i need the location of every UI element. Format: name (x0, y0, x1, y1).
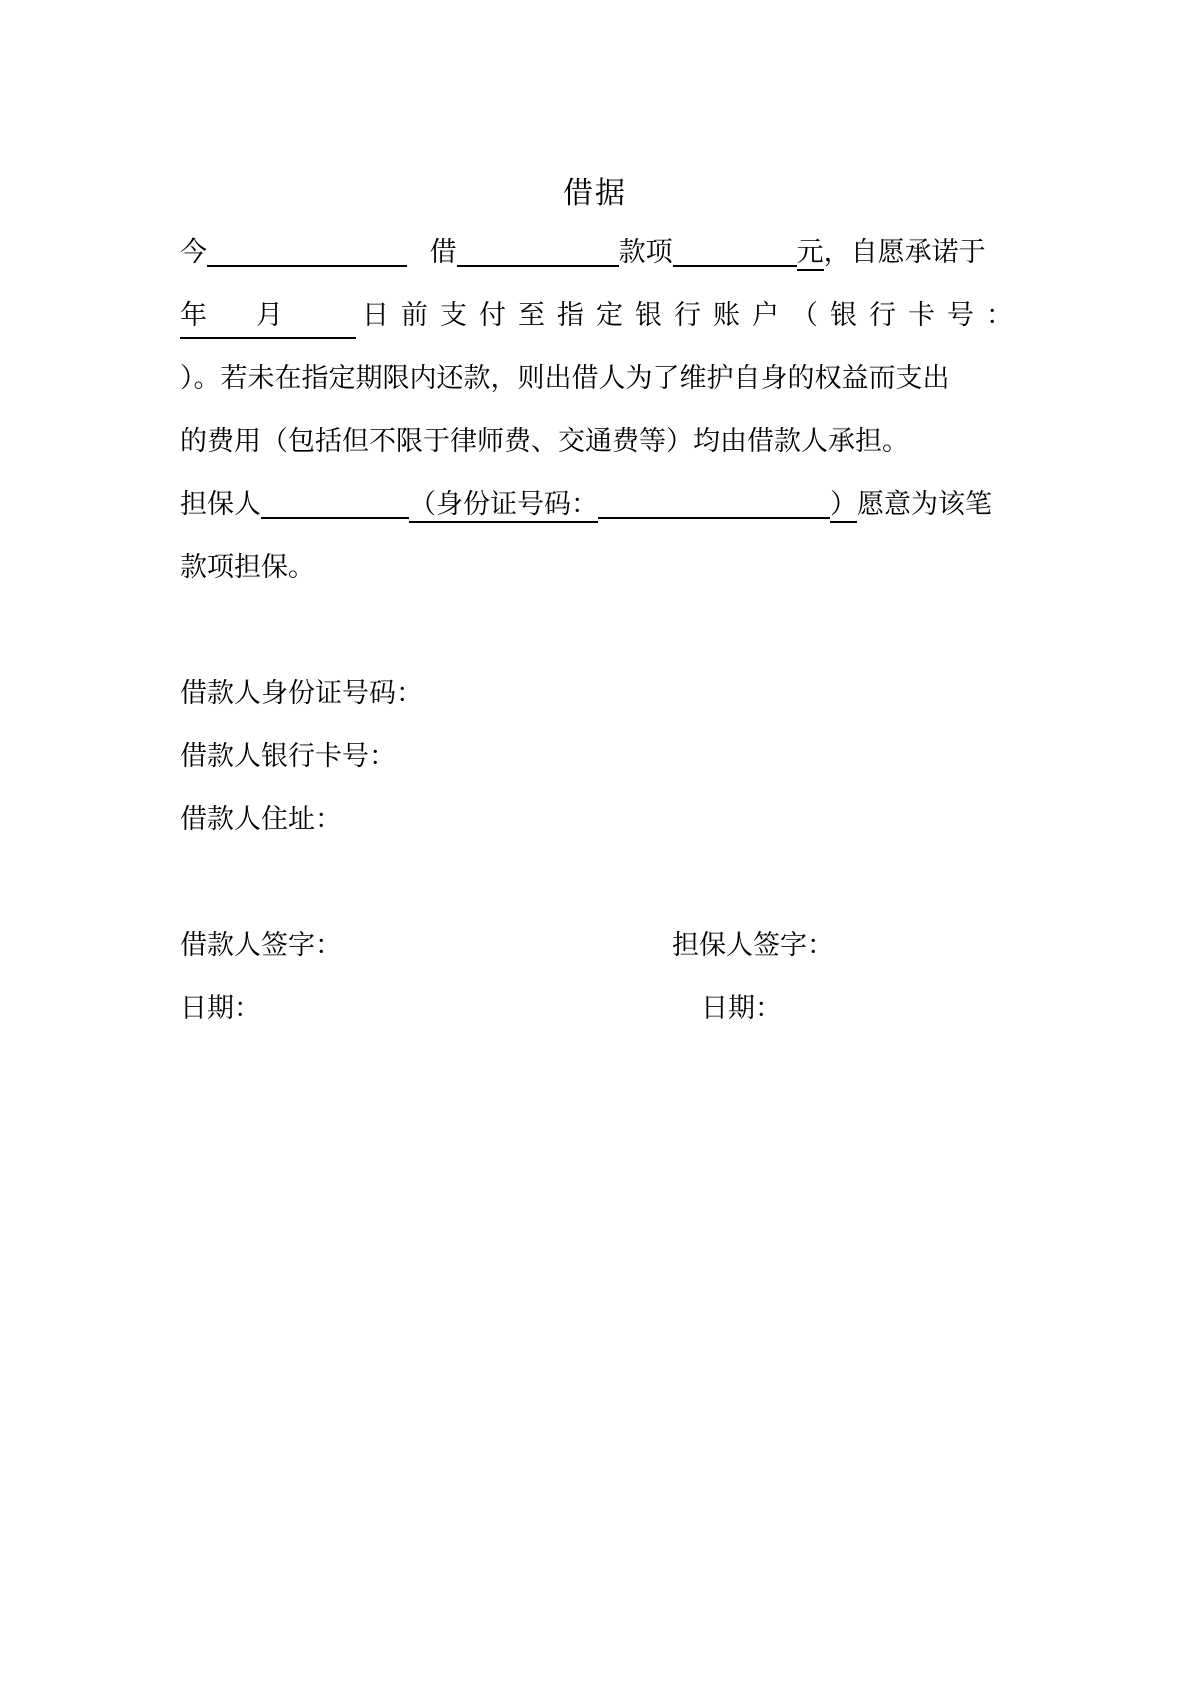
text-jin: 今 (180, 237, 207, 268)
borrower-address-field (180, 800, 1010, 840)
text-willing: 愿意为该笔 (857, 489, 992, 520)
date-row (180, 989, 1010, 1029)
borrower-id-field (180, 674, 1010, 714)
document-title: 借据 (563, 176, 627, 211)
text-default-clause: ）。若未在指定期限内还款，则出借人为了维护自身的权益而支出 (180, 363, 950, 394)
borrower-card-field (180, 737, 1010, 777)
borrower-id-label: 借款人身份证号码： (180, 678, 423, 709)
text-guarantor: 担保人 (180, 489, 261, 520)
amount-blank[interactable] (673, 235, 797, 267)
borrower-name-blank[interactable] (207, 235, 407, 267)
borrower-address-label: 借款人住址： (180, 804, 342, 835)
fees-clause-line (180, 422, 1010, 462)
text-yue: 月 (256, 296, 356, 339)
text-guarantee-end: 款项担保。 (180, 552, 315, 583)
guarantor-id-blank[interactable] (598, 487, 830, 519)
text-close-paren: ） (830, 489, 857, 523)
lender-name-blank[interactable] (457, 235, 619, 267)
default-clause-line (180, 359, 1010, 399)
guarantee-end-line (180, 548, 1010, 588)
loan-amount-line (180, 233, 1010, 273)
guarantor-signature-label: 担保人签字： (672, 930, 834, 961)
borrower-signature-label: 借款人签字： (180, 930, 342, 961)
text-pay-to-account: 日前支付至指定银行账户（银行卡号： (362, 300, 1025, 331)
guarantor-name-blank[interactable] (261, 487, 409, 519)
due-date-line (180, 296, 1025, 339)
text-guarantor-id-label: （身份证号码： (409, 489, 598, 523)
text-yuan: 元 (797, 237, 824, 271)
text-nian: 年 (180, 296, 256, 339)
text-jie: 借 (429, 237, 457, 268)
guarantor-line (180, 485, 1010, 525)
guarantor-date-label: 日期： (701, 993, 782, 1024)
text-promise: ，自愿承诺于 (823, 237, 986, 268)
text-fees-clause: 的费用（包括但不限于律师费、交通费等）均由借款人承担。 (180, 426, 909, 457)
text-kuanxiang: 款项 (618, 237, 673, 268)
signature-row (180, 926, 1010, 966)
borrower-date-label: 日期： (180, 993, 261, 1024)
borrower-card-label: 借款人银行卡号： (180, 741, 396, 772)
